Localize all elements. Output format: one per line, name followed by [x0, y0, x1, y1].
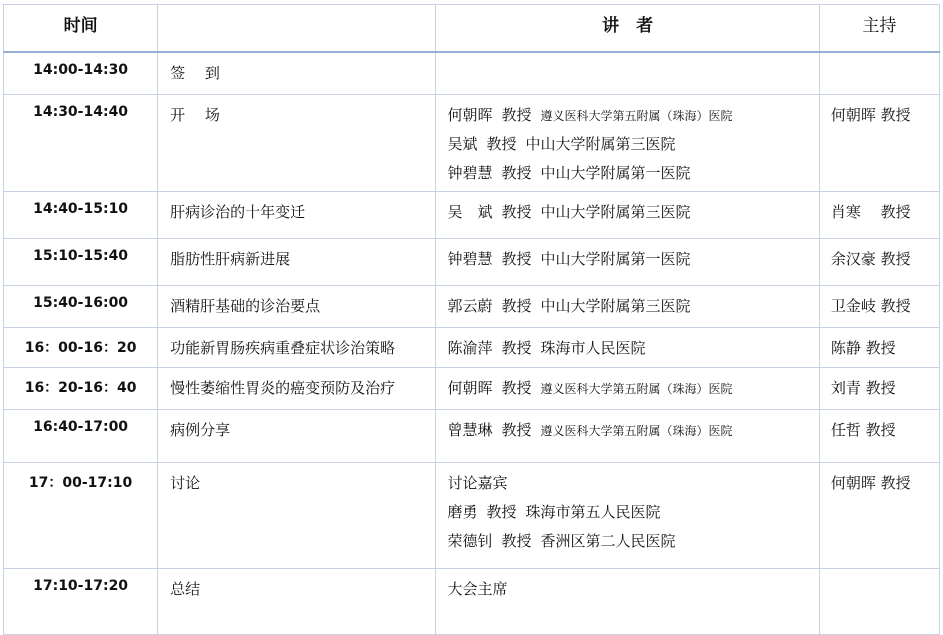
speaker-name: 何朝晖: [447, 378, 493, 397]
speaker-org: 中山大学附属第一医院: [540, 163, 691, 182]
time-text: 15:40-16:00: [33, 294, 129, 311]
time-text: 14:40-15:10: [33, 200, 129, 217]
time-text: 15:10-15:40: [33, 247, 129, 264]
host-cell: [819, 285, 939, 327]
time-text: 14:30-14:40: [33, 103, 129, 120]
topic-cell: [158, 367, 436, 409]
speaker-org: 遵义医科大学第五附属（珠海）医院: [540, 381, 733, 396]
speaker-cell: [436, 462, 819, 568]
host-cell: [819, 191, 939, 238]
time-text: 14:00-14:30: [33, 62, 129, 78]
speaker-line: [447, 501, 818, 530]
speaker-title: 教授: [501, 249, 532, 268]
time-cell: [4, 52, 158, 94]
header-topic: [158, 5, 436, 53]
speaker-name: 曾慧琳: [447, 420, 493, 439]
topic-cell: [158, 568, 436, 634]
speaker-org: 遵义医科大学第五附属（珠海）医院: [540, 108, 733, 123]
speaker-name: 荣德钊: [447, 531, 493, 550]
time-cell: [4, 285, 158, 327]
topic-text: 病例分享: [170, 420, 231, 439]
time-cell: [4, 462, 158, 568]
host-text: 何朝晖 教授: [830, 473, 911, 492]
time-text: 16:40-17:00: [33, 418, 129, 435]
host-cell: [819, 94, 939, 191]
speaker-line: [447, 133, 818, 162]
speaker-cell: [436, 367, 819, 409]
speaker-line: [447, 162, 818, 191]
speaker-cell: [436, 285, 819, 327]
header-time: 时间: [4, 5, 158, 53]
time-text: 17：00-17:10: [28, 474, 133, 491]
speaker-title: 教授: [486, 134, 517, 153]
time-text: 16：20-16：40: [24, 379, 137, 396]
time-cell: [4, 367, 158, 409]
host-cell: [819, 367, 939, 409]
host-text: 余汉豪 教授: [830, 249, 911, 268]
speaker-cell: [436, 568, 819, 634]
speaker-org: 中山大学附属第一医院: [540, 249, 691, 268]
topic-cell: [158, 462, 436, 568]
header-speaker: 讲 者: [436, 5, 819, 53]
speaker-name: 大会主席: [447, 579, 508, 598]
speaker-line: [447, 201, 818, 230]
topic-text: 开 场: [170, 105, 220, 124]
speaker-org: 遵义医科大学第五附属（珠海）医院: [540, 423, 733, 438]
header-host: 主持: [819, 5, 939, 53]
topic-text: 慢性萎缩性胃炎的癌变预防及治疗: [170, 378, 396, 397]
time-cell: [4, 238, 158, 285]
agenda-row: [4, 52, 940, 94]
agenda-table: [3, 4, 940, 635]
speaker-cell: [436, 327, 819, 367]
speaker-org: 珠海市第五人民医院: [525, 502, 661, 521]
speaker-title: 教授: [501, 338, 532, 357]
speaker-title: 教授: [501, 163, 532, 182]
topic-cell: [158, 409, 436, 462]
agenda-row: [4, 94, 940, 191]
agenda-row: [4, 568, 940, 634]
agenda-row: [4, 367, 940, 409]
agenda-row: [4, 327, 940, 367]
topic-cell: [158, 285, 436, 327]
speaker-name: 郭云蔚: [447, 296, 493, 315]
topic-text: 酒精肝基础的诊治要点: [170, 296, 321, 315]
speaker-org: 珠海市人民医院: [540, 338, 646, 357]
speaker-cell: [436, 238, 819, 285]
speaker-title: 教授: [486, 502, 517, 521]
speaker-org: 香洲区第二人民医院: [540, 531, 676, 550]
time-text: 17:10-17:20: [33, 577, 129, 594]
agenda-row: [4, 191, 940, 238]
speaker-title: 教授: [501, 531, 532, 550]
speaker-line: [447, 248, 818, 277]
topic-cell: [158, 238, 436, 285]
speaker-title: 教授: [501, 202, 532, 221]
topic-text: 讨论: [170, 473, 201, 492]
host-cell: [819, 409, 939, 462]
host-text: 卫金岐 教授: [830, 296, 911, 315]
host-cell: [819, 238, 939, 285]
header-row: [4, 5, 940, 53]
speaker-cell: [436, 52, 819, 94]
speaker-line: [447, 104, 818, 133]
speaker-name: 讨论嘉宾: [447, 473, 508, 492]
host-text: 陈静 教授: [830, 338, 896, 357]
speaker-name: 吴 斌: [447, 202, 493, 221]
host-cell: [819, 568, 939, 634]
time-cell: [4, 94, 158, 191]
speaker-name: 陈渝萍: [447, 338, 493, 357]
speaker-name: 磨勇: [447, 502, 478, 521]
speaker-title: 教授: [501, 420, 532, 439]
host-cell: [819, 462, 939, 568]
time-cell: [4, 568, 158, 634]
speaker-name: 何朝晖: [447, 105, 493, 124]
host-text: 刘青 教授: [830, 378, 896, 397]
topic-cell: [158, 52, 436, 94]
host-text: 何朝晖 教授: [830, 105, 911, 124]
speaker-name: 吴斌: [447, 134, 478, 153]
speaker-cell: [436, 94, 819, 191]
agenda-row: [4, 462, 940, 568]
topic-cell: [158, 191, 436, 238]
host-text: 肖寒 教授: [830, 202, 911, 221]
speaker-org: 中山大学附属第三医院: [540, 202, 691, 221]
speaker-title: 教授: [501, 378, 532, 397]
speaker-line: [447, 377, 818, 406]
speaker-line: [447, 337, 818, 366]
topic-text: 肝病诊治的十年变迁: [170, 202, 306, 221]
host-cell: [819, 52, 939, 94]
topic-text: 功能新胃肠疾病重叠症状诊治策略: [170, 338, 396, 357]
topic-text: 签 到: [170, 64, 220, 82]
speaker-line: [447, 419, 818, 448]
speaker-line: [447, 472, 818, 501]
speaker-cell: [436, 191, 819, 238]
host-text: 任哲 教授: [830, 420, 896, 439]
time-cell: [4, 409, 158, 462]
topic-cell: [158, 94, 436, 191]
speaker-line: [447, 530, 818, 559]
speaker-title: 教授: [501, 296, 532, 315]
time-cell: [4, 327, 158, 367]
topic-text: 总结: [170, 579, 201, 598]
speaker-title: 教授: [501, 105, 532, 124]
speaker-line: [447, 578, 818, 607]
agenda-row: [4, 409, 940, 462]
host-cell: [819, 327, 939, 367]
topic-text: 脂肪性肝病新进展: [170, 249, 291, 268]
time-text: 16：00-16：20: [24, 339, 137, 356]
speaker-name: 钟碧慧: [447, 163, 493, 182]
topic-cell: [158, 327, 436, 367]
speaker-org: 中山大学附属第三医院: [540, 296, 691, 315]
speaker-name: 钟碧慧: [447, 249, 493, 268]
speaker-cell: [436, 409, 819, 462]
speaker-org: 中山大学附属第三医院: [525, 134, 676, 153]
agenda-body: [4, 52, 940, 634]
agenda-row: [4, 238, 940, 285]
speaker-line: [447, 295, 818, 324]
agenda-row: [4, 285, 940, 327]
time-cell: [4, 191, 158, 238]
